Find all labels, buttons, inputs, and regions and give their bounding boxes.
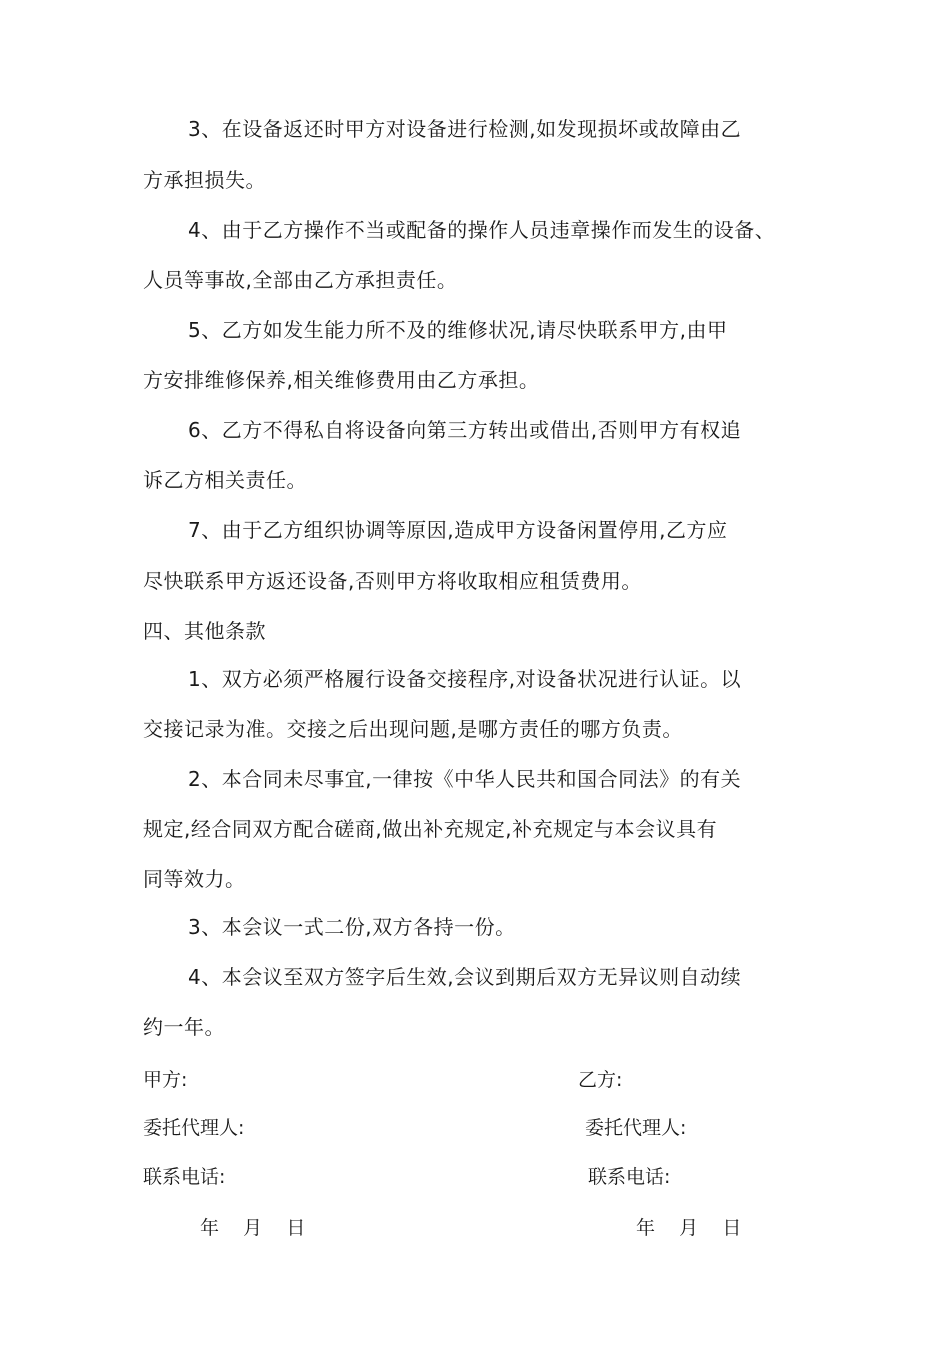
phone-b-label: 联系电话: [588, 1166, 671, 1188]
clause-3-line-1: 3、在设备返还时甲方对设备进行检测,如发现损坏或故障由乙 [188, 117, 742, 141]
agent-a-label: 委托代理人: [143, 1117, 245, 1139]
clause-7-line-1: 7、由于乙方组织协调等原因,造成甲方设备闲置停用,乙方应 [188, 518, 728, 542]
other-clause-4-line-2: 约一年。 [143, 1015, 225, 1039]
other-clause-2-line-1: 2、本合同未尽事宜,一律按《中华人民共和国合同法》的有关 [188, 767, 742, 791]
party-b-label: 乙方: [578, 1069, 623, 1091]
other-clause-1-line-1: 1、双方必须严格履行设备交接程序,对设备状况进行认证。以 [188, 667, 742, 691]
clause-4-line-2: 人员等事故,全部由乙方承担责任。 [143, 268, 458, 292]
clause-6-line-1: 6、乙方不得私自将设备向第三方转出或借出,否则甲方有权追 [188, 418, 742, 442]
other-clause-3-line-1: 3、本会议一式二份,双方各持一份。 [188, 915, 516, 939]
other-clause-2-line-3: 同等效力。 [143, 867, 246, 891]
phone-a-label: 联系电话: [143, 1166, 226, 1188]
agent-b-label: 委托代理人: [585, 1117, 687, 1139]
clause-7-line-2: 尽快联系甲方返还设备,否则甲方将收取相应租赁费用。 [143, 569, 642, 593]
clause-5-line-1: 5、乙方如发生能力所不及的维修状况,请尽快联系甲方,由甲 [188, 318, 728, 342]
other-clause-2-line-2: 规定,经合同双方配合磋商,做出补充规定,补充规定与本会议具有 [143, 817, 718, 841]
clause-5-line-2: 方安排维修保养,相关维修费用由乙方承担。 [143, 368, 540, 392]
clause-3-line-2: 方承担损失。 [143, 168, 266, 192]
clause-6-line-2: 诉乙方相关责任。 [143, 468, 307, 492]
date-a-line: 年 月 日 [200, 1217, 306, 1239]
other-clause-1-line-2: 交接记录为准。交接之后出现问题,是哪方责任的哪方负责。 [143, 717, 683, 741]
date-b-line: 年 月 日 [636, 1217, 742, 1239]
party-a-label: 甲方: [143, 1069, 188, 1091]
clause-4-line-1: 4、由于乙方操作不当或配备的操作人员违章操作而发生的设备、 [188, 218, 776, 242]
other-clause-4-line-1: 4、本会议至双方签字后生效,会议到期后双方无异议则自动续 [188, 965, 742, 989]
section-heading-other-terms: 四、其他条款 [143, 619, 266, 643]
